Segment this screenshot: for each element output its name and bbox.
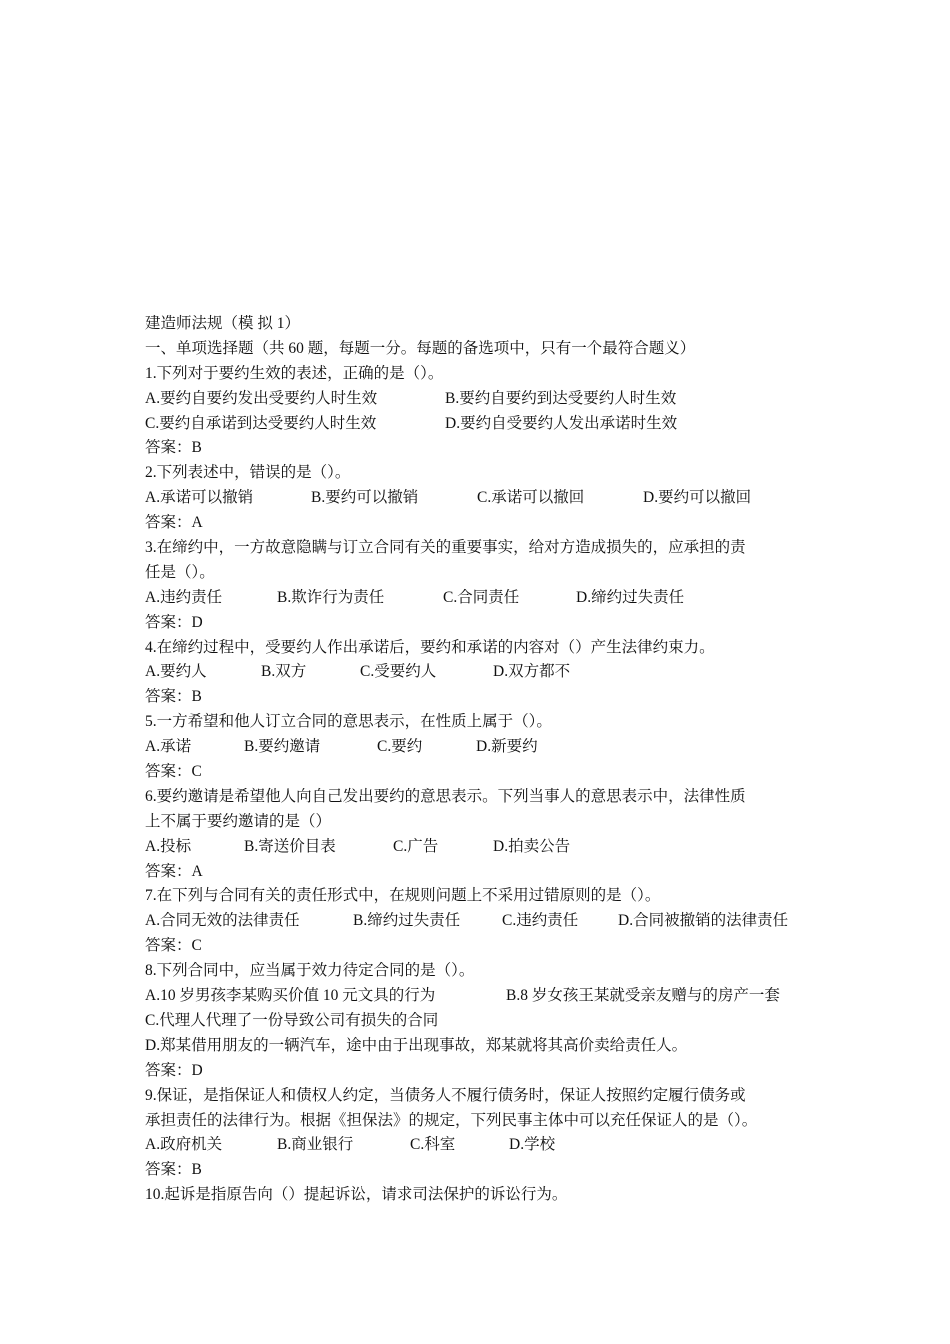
option-b: B.双方	[261, 663, 307, 681]
question-6-options	[145, 835, 820, 860]
option-b: B.商业银行	[277, 1136, 354, 1154]
answer-8: 答案：D	[145, 1061, 203, 1079]
question-8: 8.下列合同中，应当属于效力待定合同的是（）。	[145, 962, 475, 980]
answer-1: 答案：B	[145, 439, 202, 457]
answer-9: 答案：B	[145, 1161, 202, 1179]
option-b: B.8 岁女孩王某就受亲友赠与的房产一套	[506, 987, 780, 1005]
question-5-options	[145, 735, 820, 760]
option-c: C.承诺可以撤回	[477, 489, 585, 507]
option-a: A.政府机关	[145, 1136, 223, 1154]
question-6-line2: 上不属于要约邀请的是（）	[145, 812, 332, 830]
question-5: 5.一方希望和他人订立合同的意思表示，在性质上属于（）。	[145, 713, 552, 731]
option-c: C.要约自承诺到达受要约人时生效	[145, 414, 377, 432]
question-7: 7.在下列与合同有关的责任形式中，在规则问题上不采用过错原则的是（）。	[145, 887, 661, 905]
option-d: D.要约自受要约人发出承诺时生效	[445, 414, 678, 432]
option-d: D.缔约过失责任	[576, 588, 685, 606]
question-6-line1: 6.要约邀请是希望他人向自己发出要约的意思表示。下列当事人的意思表示中，法律性质	[145, 787, 746, 805]
option-c: C.要约	[377, 738, 423, 756]
option-a: A.承诺可以撤销	[145, 489, 254, 507]
option-c: C.科室	[410, 1136, 456, 1154]
question-3-line1: 3.在缔约中，一方故意隐瞒与订立合同有关的重要事实，给对方造成损失的，应承担的责	[145, 539, 746, 557]
option-d: D.拍卖公告	[493, 837, 571, 855]
option-c: C.受要约人	[360, 663, 437, 681]
answer-3: 答案：D	[145, 613, 203, 631]
option-c: C.合同责任	[443, 588, 520, 606]
question-1: 1.下列对于要约生效的表述，正确的是（）。	[145, 364, 444, 382]
option-b: B.寄送价目表	[244, 837, 336, 855]
question-2-options	[145, 486, 820, 511]
question-1-options-row2	[145, 412, 820, 437]
question-4: 4.在缔约过程中，受要约人作出承诺后，要约和承诺的内容对（）产生法律约束力。	[145, 638, 715, 656]
option-d: D.学校	[509, 1136, 556, 1154]
option-b: B.缔约过失责任	[353, 912, 461, 930]
answer-4: 答案：B	[145, 688, 202, 706]
document-title: 建造师法规（模 拟 1）	[145, 315, 301, 332]
option-a: A.10 岁男孩李某购买价值 10 元文具的行为	[145, 987, 436, 1005]
option-a: A.投标	[145, 837, 192, 855]
option-a: A.要约自要约发出受要约人时生效	[145, 389, 378, 407]
option-c: C.违约责任	[502, 912, 579, 930]
question-1-options-row1	[145, 387, 820, 412]
option-a: A.承诺	[145, 738, 192, 756]
option-a: A.要约人	[145, 663, 207, 681]
option-d: D.郑某借用朋友的一辆汽车，途中由于出现事故，郑某就将其高价卖给责任人。	[145, 1036, 688, 1054]
question-2: 2.下列表述中，错误的是（）。	[145, 464, 351, 482]
option-b: B.要约可以撤销	[311, 489, 419, 507]
question-9-line1: 9.保证，是指保证人和债权人约定，当债务人不履行债务时，保证人按照约定履行债务或	[145, 1086, 746, 1104]
option-b: B.要约自要约到达受要约人时生效	[445, 389, 677, 407]
answer-6: 答案：A	[145, 862, 203, 880]
question-8-options-row1	[145, 984, 820, 1009]
option-d: D.新要约	[476, 738, 538, 756]
question-9-line2: 承担责任的法律行为。根据《担保法》的规定，下列民事主体中可以充任保证人的是（）。	[145, 1111, 758, 1129]
answer-5: 答案：C	[145, 763, 202, 781]
question-7-options	[145, 909, 820, 934]
option-d: D.要约可以撤回	[643, 489, 752, 507]
question-10: 10.起诉是指原告向（）提起诉讼，请求司法保护的诉讼行为。	[145, 1186, 568, 1204]
question-3-line2: 任是（）。	[145, 563, 215, 581]
question-3-options	[145, 586, 820, 611]
section-heading: 一、单项选择题（共 60 题，每题一分。每题的备选项中，只有一个最符合题义）	[145, 339, 696, 357]
option-a: A.合同无效的法律责任	[145, 912, 300, 930]
option-a: A.违约责任	[145, 588, 223, 606]
option-d: D.合同被撤销的法律责任	[618, 912, 789, 930]
option-b: B.欺诈行为责任	[277, 588, 385, 606]
option-c: C.广告	[393, 837, 439, 855]
answer-7: 答案：C	[145, 937, 202, 955]
document-body	[145, 312, 820, 1208]
answer-2: 答案：A	[145, 514, 203, 532]
option-d: D.双方都不	[493, 663, 571, 681]
option-b: B.要约邀请	[244, 738, 321, 756]
question-9-options	[145, 1133, 820, 1158]
option-c: C.代理人代理了一份导致公司有损失的合同	[145, 1011, 439, 1029]
question-4-options	[145, 660, 820, 685]
